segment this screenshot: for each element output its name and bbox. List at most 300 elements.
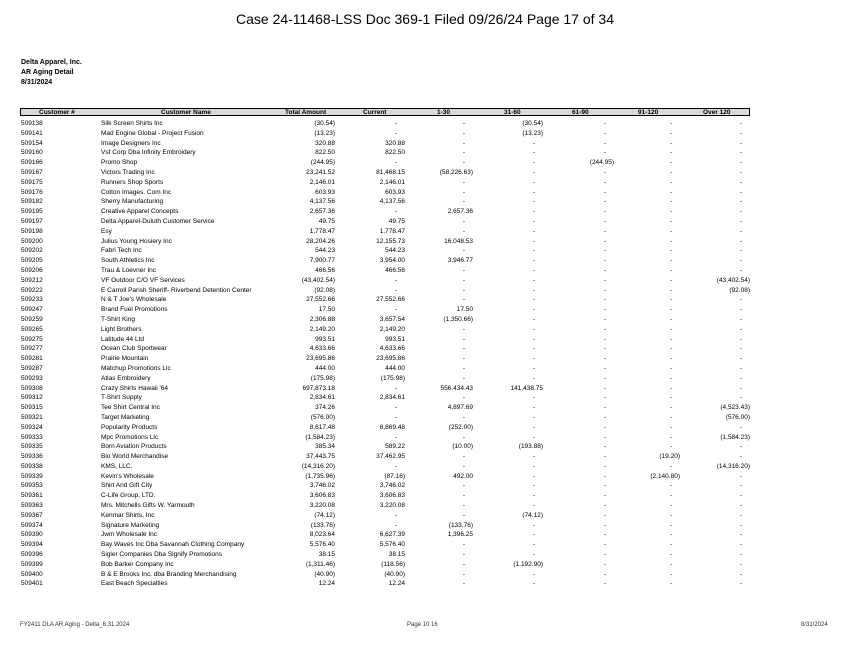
amount-d31-60: - (532, 374, 535, 382)
customer-name: Born Aviation Products (101, 443, 167, 451)
customer-name: Popularity Products (101, 423, 158, 431)
customer-name: Sherry Manufacturing (101, 198, 164, 206)
customer-number: 509247 (21, 306, 43, 314)
col-31-60: 31-60 (504, 109, 521, 116)
amount-total: 697,873.18 (302, 384, 335, 392)
amount-d31-60: - (532, 364, 535, 372)
amount-total: (14,316.20) (301, 462, 335, 470)
amount-current: 6,627.39 (379, 531, 405, 539)
customer-name: KMS, LLC. (101, 462, 133, 470)
table-row (20, 521, 750, 531)
table-row (20, 158, 750, 168)
amount-over-120: (576.00) (725, 413, 750, 421)
amount-d91-120: - (669, 296, 672, 304)
amount-over-120: - (739, 502, 742, 510)
amount-d31-60: - (532, 345, 535, 353)
customer-number: 509182 (21, 198, 43, 206)
amount-d61-90: - (603, 423, 606, 431)
amount-d1-30: 556,434.43 (440, 384, 473, 392)
customer-number: 509363 (21, 502, 43, 510)
amount-d31-60: (74.12) (522, 511, 543, 519)
table-row (20, 227, 750, 237)
amount-d61-90: - (603, 345, 606, 353)
amount-current: 2,834.61 (379, 394, 405, 402)
amount-current: 993.51 (385, 335, 405, 343)
amount-current: - (394, 129, 397, 137)
amount-d1-30: - (462, 355, 465, 363)
customer-number: 509396 (21, 551, 43, 559)
amount-over-120: - (739, 257, 742, 265)
amount-over-120: (92.08) (729, 286, 750, 294)
amount-total: 23,241.52 (306, 168, 335, 176)
customer-name: Silk Screen Shirts Inc (101, 120, 163, 127)
table-row (20, 413, 750, 423)
table-row (20, 364, 750, 374)
amount-d31-60: - (532, 472, 535, 480)
amount-current: 12.24 (388, 580, 405, 588)
amount-d31-60: - (532, 404, 535, 412)
amount-total: 466.56 (315, 266, 335, 274)
amount-d1-30: - (462, 482, 465, 490)
customer-number: 509335 (21, 443, 43, 451)
amount-d61-90: - (603, 208, 606, 216)
amount-d31-60: - (532, 541, 535, 549)
amount-total: 28,204.26 (306, 237, 335, 245)
amount-current: 37,462.95 (376, 453, 405, 461)
amount-current: - (394, 384, 397, 392)
amount-total: 2,834.61 (309, 394, 335, 402)
amount-d1-30: - (462, 217, 465, 225)
amount-d31-60: 141,438.75 (510, 384, 543, 392)
amount-d1-30: 17.50 (456, 306, 473, 314)
footer-center: Page 10 16 (407, 622, 438, 628)
amount-total: 3,220.08 (309, 502, 335, 510)
amount-total: 17.50 (318, 306, 335, 314)
amount-d91-120: - (669, 404, 672, 412)
amount-d91-120: - (669, 521, 672, 529)
amount-d61-90: - (603, 168, 606, 176)
table-row (20, 217, 750, 227)
amount-over-120: - (739, 551, 742, 559)
customer-name: Kevin's Wholesale (101, 472, 154, 480)
customer-number: 509374 (21, 521, 43, 529)
amount-d1-30: - (462, 345, 465, 353)
amount-d31-60: - (532, 208, 535, 216)
table-row (20, 295, 750, 305)
amount-d91-120: - (669, 384, 672, 392)
amount-d1-30: - (462, 511, 465, 519)
amount-total: (30.54) (314, 120, 335, 127)
amount-d91-120: - (669, 325, 672, 333)
table-header (20, 108, 750, 116)
amount-d91-120: - (669, 208, 672, 216)
amount-current: 2,149.20 (379, 325, 405, 333)
amount-d1-30: - (462, 325, 465, 333)
amount-current: 8,869.48 (379, 423, 405, 431)
amount-d1-30: (58,226.63) (439, 168, 473, 176)
amount-d91-120: - (669, 335, 672, 343)
amount-d61-90: - (603, 482, 606, 490)
amount-current: (87.16) (384, 472, 405, 480)
amount-d91-120: - (669, 492, 672, 500)
report-heading (21, 58, 82, 88)
amount-d31-60: - (532, 257, 535, 265)
company-name: Delta Apparel, Inc. (21, 59, 82, 66)
customer-name: Image Designers Inc (101, 139, 161, 147)
amount-total: 544.23 (315, 247, 335, 255)
amount-over-120: - (739, 266, 742, 274)
amount-d31-60: - (532, 296, 535, 304)
amount-d31-60: - (532, 168, 535, 176)
amount-over-120: - (739, 139, 742, 147)
customer-number: 509312 (21, 394, 43, 402)
amount-total: (13.23) (314, 129, 335, 137)
amount-current: 466.56 (385, 266, 405, 274)
amount-d91-120: - (669, 315, 672, 323)
amount-d61-90: - (603, 364, 606, 372)
amount-d61-90: - (603, 472, 606, 480)
amount-d1-30: - (462, 276, 465, 284)
customer-name: Atlas Embroidery (101, 374, 151, 382)
col-total-amount: Total Amount (285, 109, 327, 116)
amount-d61-90: - (603, 355, 606, 363)
customer-name: Signature Marketing (101, 521, 160, 529)
amount-d1-30: - (462, 335, 465, 343)
amount-d1-30: - (462, 149, 465, 157)
table-row (20, 325, 750, 335)
table-row (20, 560, 750, 570)
amount-d1-30: (10.00) (452, 443, 473, 451)
amount-total: 822.50 (315, 149, 335, 157)
amount-current: 822.50 (385, 149, 405, 157)
customer-name: Runners Shop Sports (101, 178, 164, 186)
amount-total: 2,146.01 (309, 178, 335, 186)
amount-d31-60: - (532, 492, 535, 500)
amount-over-120: - (739, 237, 742, 245)
amount-d61-90: - (603, 413, 606, 421)
amount-d1-30: - (462, 296, 465, 304)
amount-d91-120: - (669, 364, 672, 372)
amount-d31-60: - (532, 188, 535, 196)
amount-d61-90: - (603, 257, 606, 265)
table-row (20, 433, 750, 443)
table-row (20, 148, 750, 158)
amount-over-120: - (739, 198, 742, 206)
amount-over-120: - (739, 374, 742, 382)
amount-total: 320.88 (315, 139, 335, 147)
amount-current: 544.23 (385, 247, 405, 255)
col-current: Current (363, 109, 387, 116)
customer-number: 509141 (21, 129, 43, 137)
aging-table-body (20, 119, 750, 589)
amount-d1-30: 2,657.36 (447, 208, 473, 216)
amount-d61-90: - (603, 551, 606, 559)
amount-over-120: - (739, 541, 742, 549)
amount-total: 4,137.56 (309, 198, 335, 206)
amount-d31-60: - (532, 335, 535, 343)
amount-current: 603.93 (385, 188, 405, 196)
amount-d1-30: 16,048.53 (444, 237, 473, 245)
customer-name: Target Marketing (101, 413, 150, 421)
amount-d31-60: - (532, 198, 535, 206)
table-row (20, 256, 750, 266)
table-row (20, 462, 750, 472)
amount-over-120: - (739, 129, 742, 137)
customer-number: 509160 (21, 149, 43, 157)
amount-current: 3,606.83 (379, 492, 405, 500)
table-row (20, 501, 750, 511)
table-row (20, 384, 750, 394)
amount-d91-120: - (669, 443, 672, 451)
amount-d61-90: - (603, 286, 606, 294)
amount-d91-120: - (669, 227, 672, 235)
customer-number: 509176 (21, 188, 43, 196)
amount-d91-120: - (669, 188, 672, 196)
amount-current: - (394, 306, 397, 314)
amount-d1-30: - (462, 453, 465, 461)
amount-d1-30: - (462, 178, 465, 186)
amount-d61-90: - (603, 266, 606, 274)
amount-total: 3,746.02 (309, 482, 335, 490)
amount-d1-30: 492.00 (453, 472, 473, 480)
amount-d91-120: - (669, 257, 672, 265)
amount-d61-90: - (603, 502, 606, 510)
amount-d1-30: - (462, 502, 465, 510)
amount-d31-60: - (532, 453, 535, 461)
customer-number: 509166 (21, 159, 43, 167)
customer-number: 509222 (21, 286, 43, 294)
amount-d61-90: - (603, 129, 606, 137)
table-row (20, 481, 750, 491)
amount-d1-30: - (462, 198, 465, 206)
customer-name: Ocean Club Sportwear (101, 345, 167, 353)
amount-total: 8,023.64 (309, 531, 335, 539)
amount-d31-60: - (532, 394, 535, 402)
amount-total: 385.34 (315, 443, 335, 451)
amount-total: (244.95) (310, 159, 335, 167)
amount-current: - (394, 276, 397, 284)
amount-over-120: - (739, 560, 742, 568)
table-row (20, 530, 750, 540)
amount-d31-60: (193.88) (518, 443, 543, 451)
amount-d1-30: (1,350.66) (443, 315, 473, 323)
customer-name: Bob Barker Company Inc (101, 560, 174, 568)
amount-total: (1,584.23) (305, 433, 335, 441)
customer-name: Trau & Loevner Inc (101, 266, 157, 274)
amount-over-120: - (739, 423, 742, 431)
amount-current: 589.22 (385, 443, 405, 451)
amount-d1-30: - (462, 266, 465, 274)
amount-d91-120: - (669, 531, 672, 539)
amount-d31-60: - (532, 433, 535, 441)
amount-total: 603.93 (315, 188, 335, 196)
table-row (20, 374, 750, 384)
amount-current: 4,137.56 (379, 198, 405, 206)
amount-over-120: - (739, 217, 742, 225)
amount-current: 3,746.02 (379, 482, 405, 490)
table-row (20, 403, 750, 413)
customer-number: 509167 (21, 168, 43, 176)
amount-total: 4,633.66 (309, 345, 335, 353)
customer-name: Light Brothers (101, 325, 142, 333)
amount-d31-60: - (532, 521, 535, 529)
customer-number: 509138 (21, 120, 43, 127)
amount-d31-60: (13.23) (522, 129, 543, 137)
customer-number: 509361 (21, 492, 43, 500)
customer-name: East Beach Specialties (101, 580, 168, 588)
amount-d61-90: - (603, 237, 606, 245)
customer-name: Mrs. Mitchells Gifts W. Yarmouth (101, 502, 195, 510)
amount-d31-60: - (532, 178, 535, 186)
amount-total: 993.51 (315, 335, 335, 343)
amount-current: 12,155.73 (376, 237, 405, 245)
amount-current: - (394, 159, 397, 167)
amount-d31-60: - (532, 325, 535, 333)
amount-d1-30: (252.00) (448, 423, 473, 431)
amount-current: 38.15 (388, 551, 405, 559)
amount-total: (74.12) (314, 511, 335, 519)
amount-total: (1,311.46) (305, 560, 335, 568)
table-row (20, 129, 750, 139)
col-91-120: 91-120 (638, 109, 659, 116)
customer-number: 509277 (21, 345, 43, 353)
customer-name: T-Shirt Supply (101, 394, 142, 402)
amount-total: (133.76) (310, 521, 335, 529)
amount-over-120: - (739, 159, 742, 167)
amount-over-120: (14,316.20) (716, 462, 750, 470)
amount-d61-90: - (603, 149, 606, 157)
amount-d1-30: - (462, 462, 465, 470)
customer-name: Mpc Promotions Llc (101, 433, 159, 441)
amount-d91-120: (19.20) (659, 453, 680, 461)
amount-d61-90: - (603, 325, 606, 333)
amount-current: - (394, 521, 397, 529)
amount-d61-90: - (603, 217, 606, 225)
amount-d1-30: - (462, 364, 465, 372)
amount-d61-90: - (603, 296, 606, 304)
customer-number: 509200 (21, 237, 43, 245)
amount-d61-90: - (603, 247, 606, 255)
table-row (20, 452, 750, 462)
amount-d91-120: - (669, 178, 672, 186)
customer-number: 509401 (21, 580, 43, 588)
amount-current: 2,146.01 (379, 178, 405, 186)
customer-name: Crazy Shirts Hawaii '64 (101, 384, 168, 392)
table-row (20, 570, 750, 580)
customer-name: Mad Engine Global - Project Fusion (101, 129, 204, 137)
amount-d1-30: - (462, 159, 465, 167)
customer-name: Esy (101, 227, 112, 235)
amount-d31-60: - (532, 276, 535, 284)
amount-current: 3,954.00 (379, 257, 405, 265)
amount-over-120: - (739, 394, 742, 402)
amount-d1-30: - (462, 188, 465, 196)
amount-d1-30: 1,396.25 (447, 531, 473, 539)
amount-over-120: (4,523.43) (720, 404, 750, 412)
amount-over-120: - (739, 296, 742, 304)
customer-number: 509275 (21, 335, 43, 343)
amount-total: 5,576.40 (309, 541, 335, 549)
amount-total: 27,552.66 (306, 296, 335, 304)
amount-d1-30: (133.76) (448, 521, 473, 529)
customer-name: Cotton Images. Com Inc (101, 188, 172, 196)
customer-number: 509353 (21, 482, 43, 490)
amount-total: 37,443.75 (306, 453, 335, 461)
amount-d91-120: - (669, 413, 672, 421)
amount-d91-120: - (669, 129, 672, 137)
amount-d31-60: - (532, 306, 535, 314)
amount-d61-90: - (603, 521, 606, 529)
customer-number: 509197 (21, 217, 43, 225)
footer-right: 8/31/2024 (801, 622, 828, 628)
customer-number: 509202 (21, 247, 43, 255)
amount-current: 3,657.54 (379, 315, 405, 323)
table-row (20, 540, 750, 550)
customer-name: Prairie Mountain (101, 355, 149, 363)
amount-over-120: - (739, 364, 742, 372)
amount-over-120: - (739, 453, 742, 461)
amount-total: 2,149.20 (309, 325, 335, 333)
amount-d31-60: - (532, 570, 535, 578)
customer-name: T-Shirt King (101, 315, 135, 323)
amount-d91-120: - (669, 217, 672, 225)
case-header: Case 24-11468-LSS Doc 369-1 Filed 09/26/24 Page 17 of 34 (236, 11, 614, 27)
amount-current: - (394, 286, 397, 294)
table-row (20, 423, 750, 433)
amount-d31-60: - (532, 247, 535, 255)
amount-d61-90: (244.95) (589, 159, 614, 167)
customer-name: Matchup Promotions Llc (101, 364, 171, 372)
amount-total: 444.00 (315, 364, 335, 372)
amount-total: (576.00) (310, 413, 335, 421)
customer-name: Creative Apparel Concepts (101, 208, 179, 216)
amount-d61-90: - (603, 560, 606, 568)
amount-d1-30: - (462, 129, 465, 137)
amount-d91-120: - (669, 482, 672, 490)
table-row (20, 119, 750, 129)
amount-over-120: - (739, 443, 742, 451)
amount-d61-90: - (603, 120, 606, 127)
amount-d31-60: - (532, 423, 535, 431)
amount-d1-30: - (462, 139, 465, 147)
amount-d1-30: - (462, 394, 465, 402)
amount-d31-60: - (532, 217, 535, 225)
customer-name: E Carroll Parish Sheriff- Riverbend Detention Center (101, 286, 252, 294)
amount-d91-120: - (669, 570, 672, 578)
amount-d31-60: - (532, 286, 535, 294)
amount-over-120: - (739, 149, 742, 157)
customer-number: 509287 (21, 364, 43, 372)
customer-name: Julius Young Hosiery Inc (101, 237, 172, 245)
customer-name: B & E Brooks Inc. dba Branding Merchandising (101, 570, 237, 578)
amount-d61-90: - (603, 374, 606, 382)
report-date: 8/31/2024 (21, 79, 53, 86)
amount-d91-120: - (669, 139, 672, 147)
amount-d61-90: - (603, 541, 606, 549)
amount-d61-90: - (603, 531, 606, 539)
amount-d31-60: - (532, 502, 535, 510)
amount-d91-120: - (669, 433, 672, 441)
amount-d91-120: - (669, 276, 672, 284)
customer-name: VF Outdoor C/O VF Services (101, 276, 185, 284)
amount-d61-90: - (603, 570, 606, 578)
amount-current: 81,468.15 (376, 168, 405, 176)
amount-d91-120: - (669, 423, 672, 431)
customer-name: Vsf Corp Dba Infinity Embroidery (101, 149, 196, 157)
amount-over-120: (43,402.54) (716, 276, 750, 284)
amount-over-120: - (739, 492, 742, 500)
amount-over-120: - (739, 325, 742, 333)
